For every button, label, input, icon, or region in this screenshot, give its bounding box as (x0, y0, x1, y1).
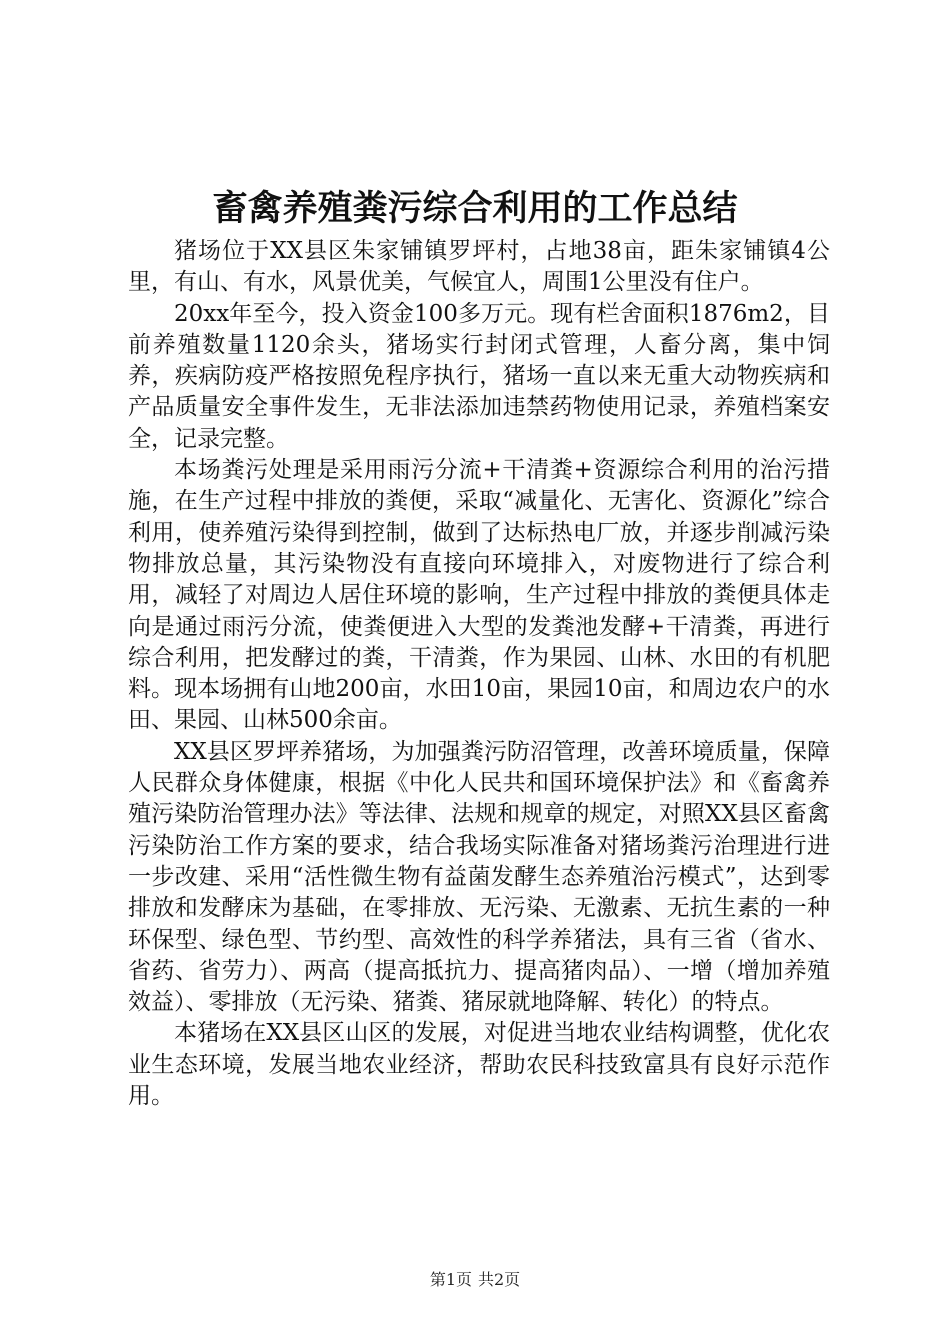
page-number: 第1页 (429, 1270, 472, 1289)
paragraph-improvement-plan: XX县区罗坪养猪场，为加强粪污防沼管理，改善环境质量，保障人民群众身体健康，根据《中化人民共和国环境保护法》和《畜禽养殖污染防治管理办法》等法律、法规和规章的规定，对照XX县区畜禽污染防治工作方案的要求，结合我场实际准备对猪场粪污治理进行进一步改建、采用“活性微生物有益菌发酵生态养殖治污模式”，达到零排放和发酵床为基础，在零排放、无污染、无激素、无抗生素的一种环保型、绿色型、节约型、高效性的科学养猪法，具有三省（省水、省药、省劳力）、两高（提高抵抗力、提高猪肉品）、一增（增加养殖效益）、零排放（无污染、猪粪、猪尿就地降解、转化）的特点。 (128, 738, 830, 1016)
page-total: 共2页 (478, 1270, 521, 1289)
page-footer (0, 1270, 950, 1290)
paragraph-investment: 20xx年至今，投入资金100多万元。现有栏舍面积1876m2，目前养殖数量1120余头，猪场实行封闭式管理，人畜分离，集中饲养，疾病防疫严格按照免程序执行，猪场一直以来无重大动物疾病和产品质量安全事件发生，无非法添加违禁药物使用记录，养殖档案安全，记录完整。 (128, 300, 830, 452)
document-body (128, 236, 830, 1112)
paragraph-waste-treatment: 本场粪污处理是采用雨污分流+干清粪+资源综合利用的治污措施，在生产过程中排放的粪便，采取“减量化、无害化、资源化”综合利用，使养殖污染得到控制，做到了达标热电厂放，并逐步削减污染物排放总量，其污染物没有直接向环境排入，对废物进行了综合利用，减轻了对周边人居住环境的影响，生产过程中排放的粪便具体走向是通过雨污分流，使粪便进入大型的发粪池发酵+干清粪，再进行综合利用，把发酵过的粪，干清粪，作为果园、山林、水田的有机肥料。现本场拥有山地200亩，水田10亩，果园10亩，和周边农户的水田、果园、山林500余亩。 (128, 457, 830, 734)
paragraph-location: 猪场位于XX县区朱家铺镇罗坪村，占地38亩，距朱家铺镇4公里，有山、有水，风景优美，气候宜人，周围1公里没有住户。 (128, 238, 830, 296)
document-title: 畜禽养殖粪污综合利用的工作总结 (212, 188, 738, 229)
paragraph-significance: 本猪场在XX县区山区的发展，对促进当地农业结构调整，优化农业生态环境，发展当地农业经济，帮助农民科技致富具有良好示范作用。 (128, 1020, 830, 1110)
